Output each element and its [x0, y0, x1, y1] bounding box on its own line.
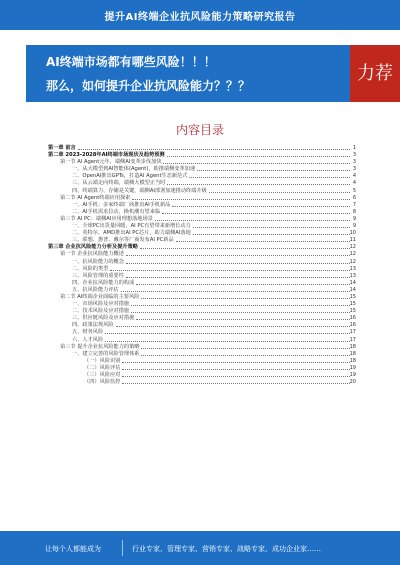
toc-entry-label: 三、供应链风险及应对措施: [72, 315, 135, 322]
footer-divider: [122, 540, 123, 556]
toc-entry-label: 四、终端算力、存储是关键，端侧AI部署加速推动终端升级: [72, 187, 207, 194]
toc-entry-page: 18: [349, 357, 356, 364]
toc-entry-label: 一、全球PC出货量回暖，AI PC有望带来新增长动力: [72, 223, 191, 230]
toc-entry-page: 4: [352, 173, 356, 180]
toc-leader-dots: [126, 263, 350, 264]
toc-entry-page: 10: [349, 230, 356, 237]
toc-leader-dots: [122, 383, 350, 384]
toc-entry-label: 四、政策法规风险: [72, 322, 114, 329]
toc-entry-label: 第三节 提升企业抗风险能力的策略: [60, 343, 140, 350]
toc-leader-dots: [176, 241, 350, 242]
toc-leader-dots: [122, 362, 350, 363]
toc-entry-page: 15: [349, 293, 356, 300]
toc-leader-dots: [126, 255, 350, 256]
toc-entry[interactable]: [48, 180, 356, 187]
toc-entry[interactable]: [48, 273, 356, 280]
toc-entry-page: 18: [349, 343, 356, 350]
toc-leader-dots: [131, 312, 350, 313]
toc-leader-dots: [136, 319, 350, 320]
toc-entry-page: 6: [352, 194, 356, 201]
toc-leader-dots: [189, 177, 350, 178]
toc-entry-page: 19: [349, 364, 356, 371]
toc-entry[interactable]: [48, 344, 356, 351]
toc-entry-label: 五、财务风险: [72, 329, 104, 336]
toc-leader-dots: [121, 291, 350, 292]
toc-entry-label: 二、英特尔、AMD推出AI PC芯片，助力端侧AI落地: [72, 230, 191, 237]
report-title: 提升AI终端企业抗风险能力策略研究报告: [104, 12, 296, 23]
toc-leader-dots: [162, 213, 350, 214]
toc-entry-page: 12: [349, 258, 356, 265]
toc-entry-page: 16: [349, 315, 356, 322]
toc-entry-page: 20: [349, 379, 356, 386]
toc-entry[interactable]: [48, 216, 356, 223]
toc-entry-label: 第二章 2023-2028年AI终端市场现状及趋势预测: [48, 152, 165, 159]
toc-entry-page: 11: [349, 237, 356, 244]
toc-entry[interactable]: [48, 209, 356, 216]
toc-entry-label: （三）风险应对: [84, 372, 121, 378]
footer-bar: [0, 531, 400, 565]
toc-entry-page: 12: [349, 251, 356, 258]
toc-entry-page: 7: [352, 201, 356, 208]
toc-entry-label: （四）风险监控: [84, 379, 121, 386]
toc-entry-page: 5: [352, 187, 356, 194]
toc-entry-page: 4: [352, 180, 356, 187]
toc-entry[interactable]: [48, 202, 356, 209]
toc-leader-dots: [197, 170, 350, 171]
toc-leader-dots: [105, 333, 350, 334]
banner-line-1: AI终端市场都有哪些风险！！！: [46, 55, 216, 69]
toc-entry-label: 二、OpenAI推出GPTs，打造AI Agent生态新范式: [72, 173, 188, 180]
table-of-contents: [48, 145, 356, 386]
toc-leader-dots: [141, 355, 350, 356]
toc-entry-label: 第一章 前言: [48, 145, 76, 151]
toc-entry-label: 二、AI手机需求拉动，换机潮有望来临: [72, 208, 161, 215]
toc-leader-dots: [116, 326, 350, 327]
toc-leader-dots: [110, 270, 350, 271]
toc-entry-page: 17: [349, 329, 356, 336]
toc-leader-dots: [78, 149, 350, 150]
toc-entry-label: 一、AI手机：多家终端厂商推出AI手机新品: [72, 201, 171, 208]
toc-entry[interactable]: [48, 379, 356, 386]
toc-entry-page: 9: [352, 215, 356, 222]
recommend-stamp: 力荐: [350, 45, 400, 102]
toc-entry[interactable]: [48, 358, 356, 365]
toc-entry-label: 一、从大模型到AI智能体(Agent)，助推端侧变革加速: [72, 166, 196, 173]
toc-entry-label: 第三节 AI PC：端侧AI应用理想落地场景: [60, 215, 153, 222]
toc-entry-label: 一、抗风险能力的概念: [72, 258, 124, 265]
toc-entry-label: 三、风险管理的重要性: [72, 272, 124, 279]
toc-leader-dots: [132, 199, 350, 200]
toc-entry-page: 13: [349, 265, 356, 272]
toc-entry[interactable]: [48, 294, 356, 301]
toc-entry[interactable]: [48, 266, 356, 273]
toc-leader-dots: [167, 184, 350, 185]
toc-leader-dots: [193, 234, 350, 235]
toc-entry-label: 四、企业抗风险能力的构成: [72, 279, 135, 286]
toc-leader-dots: [193, 227, 350, 228]
toc-entry[interactable]: [48, 287, 356, 294]
toc-title: 内容目录: [175, 123, 224, 137]
toc-entry-label: （一）风险识别: [84, 357, 121, 364]
toc-leader-dots: [141, 348, 350, 349]
toc-leader-dots: [126, 277, 350, 278]
toc-entry[interactable]: [48, 188, 356, 195]
toc-entry-label: 第二节 AI终端企业面临的主要风险: [60, 293, 140, 300]
toc-leader-dots: [155, 220, 350, 221]
toc-entry[interactable]: [48, 259, 356, 266]
toc-leader-dots: [105, 341, 350, 342]
toc-leader-dots: [131, 305, 350, 306]
toc-entry-page: 15: [349, 301, 356, 308]
header-bar: [0, 0, 400, 30]
toc-leader-dots: [209, 192, 350, 193]
toc-entry-label: 六、人才风险: [72, 336, 104, 343]
toc-leader-dots: [163, 163, 350, 164]
toc-entry-label: 一、建立完善的风险管理体系: [72, 350, 140, 357]
toc-entry[interactable]: [48, 337, 356, 344]
toc-leader-dots: [136, 284, 350, 285]
toc-entry[interactable]: [48, 280, 356, 287]
toc-entry[interactable]: [48, 351, 356, 358]
toc-entry-label: 三、从云端走向终端，端侧大模型正当时: [72, 180, 166, 187]
toc-entry-label: （二）风险评估: [84, 364, 121, 371]
toc-entry-label: 第一节 企业抗风险能力概述: [60, 251, 124, 258]
toc-leader-dots: [140, 248, 350, 249]
toc-entry-label: 二、风险的类型: [72, 265, 109, 272]
toc-entry-label: 第一节 AI Agent元年，端侧AI变革步伐加快: [60, 159, 162, 166]
footer-slogan-right: 行业专家、管理专家、营销专家、战略专家、成功企业家……: [132, 545, 321, 553]
toc-entry-page: 15: [349, 308, 356, 315]
toc-leader-dots: [122, 376, 350, 377]
toc-entry-page: 19: [349, 372, 356, 378]
toc-leader-dots: [172, 206, 350, 207]
banner-line-2: 那么，如何提升企业抗风险能力？？？: [46, 79, 251, 93]
toc-leader-dots: [167, 156, 350, 157]
toc-entry[interactable]: [48, 365, 356, 372]
toc-entry-page: 16: [349, 322, 356, 329]
toc-entry-page: 17: [349, 336, 356, 343]
risk-banner: [26, 45, 350, 102]
toc-entry[interactable]: [48, 329, 356, 336]
toc-entry-label: 五、抗风险能力评估: [72, 286, 119, 293]
toc-entry-page: 9: [352, 223, 356, 230]
toc-entry-page: 18: [349, 350, 356, 357]
toc-leader-dots: [141, 298, 350, 299]
toc-entry[interactable]: [48, 251, 356, 258]
toc-entry-page: 3: [352, 152, 356, 159]
toc-entry-page: 14: [349, 279, 356, 286]
toc-entry-page: 3: [352, 159, 356, 166]
toc-entry-label: 第二节 AI Agent终端应用探索: [60, 194, 131, 201]
toc-entry-page: 12: [349, 244, 356, 251]
toc-entry-label: 一、市场风险及应对措施: [72, 301, 130, 308]
toc-leader-dots: [122, 369, 350, 370]
toc-entry-page: 13: [349, 272, 356, 279]
footer-slogan-left: 让每个人都能成为: [45, 545, 101, 553]
toc-entry-page: 1: [352, 145, 356, 151]
toc-entry-label: 第三章 企业抗风险能力分析及提升策略: [48, 244, 138, 251]
toc-entry-page: 14: [349, 286, 356, 293]
toc-entry-page: 8: [352, 208, 356, 215]
toc-entry-page: 3: [352, 166, 356, 173]
toc-entry[interactable]: [48, 195, 356, 202]
toc-entry-label: 三、联想、惠普、戴尔等厂商发布AI PC新品: [72, 237, 174, 244]
toc-entry-label: 二、技术风险及应对措施: [72, 308, 130, 315]
